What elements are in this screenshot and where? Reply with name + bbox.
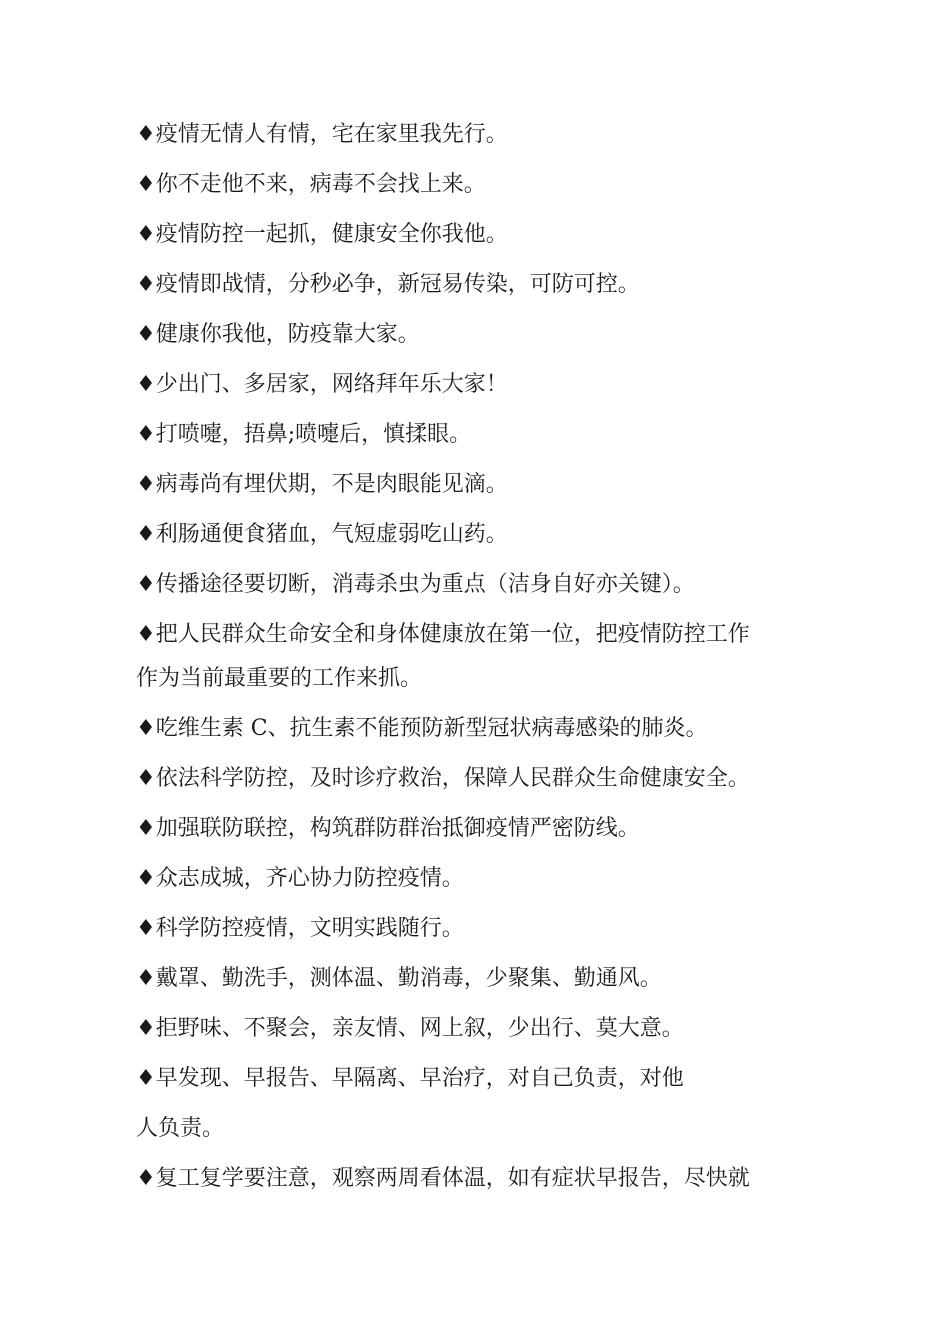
slogan-line: ♦吃维生素 C、抗生素不能预防新型冠状病毒感染的肺炎。 bbox=[136, 716, 708, 741]
slogan-line: ♦传播途径要切断，消毒杀虫为重点（洁身自好亦关键）。 bbox=[136, 572, 695, 597]
slogan-line: ♦依法科学防控，及时诊疗救治，保障人民群众生命健康安全。 bbox=[136, 766, 750, 791]
slogan-line: ♦疫情防控一起抓，健康安全你我他。 bbox=[136, 222, 508, 247]
slogan-line: ♦众志成城，齐心协力防控疫情。 bbox=[136, 866, 464, 891]
slogan-line: ♦拒野味、不聚会，亲友情、网上叙，少出行、莫大意。 bbox=[136, 1016, 684, 1041]
slogan-line: ♦复工复学要注意，观察两周看体温，如有症状早报告，尽快就 bbox=[136, 1166, 750, 1191]
slogan-line: ♦早发现、早报告、早隔离、早治疗，对自己负责，对他 bbox=[136, 1066, 684, 1091]
slogan-line: ♦把人民群众生命安全和身体健康放在第一位，把疫情防控工作 bbox=[136, 622, 750, 647]
slogan-line: ♦病毒尚有埋伏期，不是肉眼能见滴。 bbox=[136, 472, 508, 497]
slogan-line: ♦利肠通便食猪血，气短虚弱吃山药。 bbox=[136, 522, 508, 547]
slogan-list bbox=[136, 113, 826, 1207]
slogan-line: ♦疫情即战情，分秒必争，新冠易传染，可防可控。 bbox=[136, 272, 640, 297]
slogan-line: ♦打喷嚏，捂鼻;喷嚏后，慎揉眼。 bbox=[136, 422, 472, 447]
slogan-line: ♦戴罩、勤洗手，测体温、勤消毒，少聚集、勤通风。 bbox=[136, 966, 662, 991]
slogan-line: ♦健康你我他，防疫靠大家。 bbox=[136, 322, 420, 347]
slogan-line: ♦加强联防联控，构筑群防群治抵御疫情严密防线。 bbox=[136, 816, 640, 841]
slogan-line: ♦疫情无情人有情，宅在家里我先行。 bbox=[136, 122, 508, 147]
slogan-line-continuation: 作为当前最重要的工作来抓。 bbox=[136, 666, 423, 691]
slogan-line: ♦你不走他不来，病毒不会找上来。 bbox=[136, 172, 486, 197]
slogan-line: ♦科学防控疫情，文明实践随行。 bbox=[136, 916, 464, 941]
slogan-line-continuation: 人负责。 bbox=[136, 1116, 225, 1141]
slogan-line: ♦少出门、多居家，网络拜年乐大家！ bbox=[136, 372, 508, 397]
